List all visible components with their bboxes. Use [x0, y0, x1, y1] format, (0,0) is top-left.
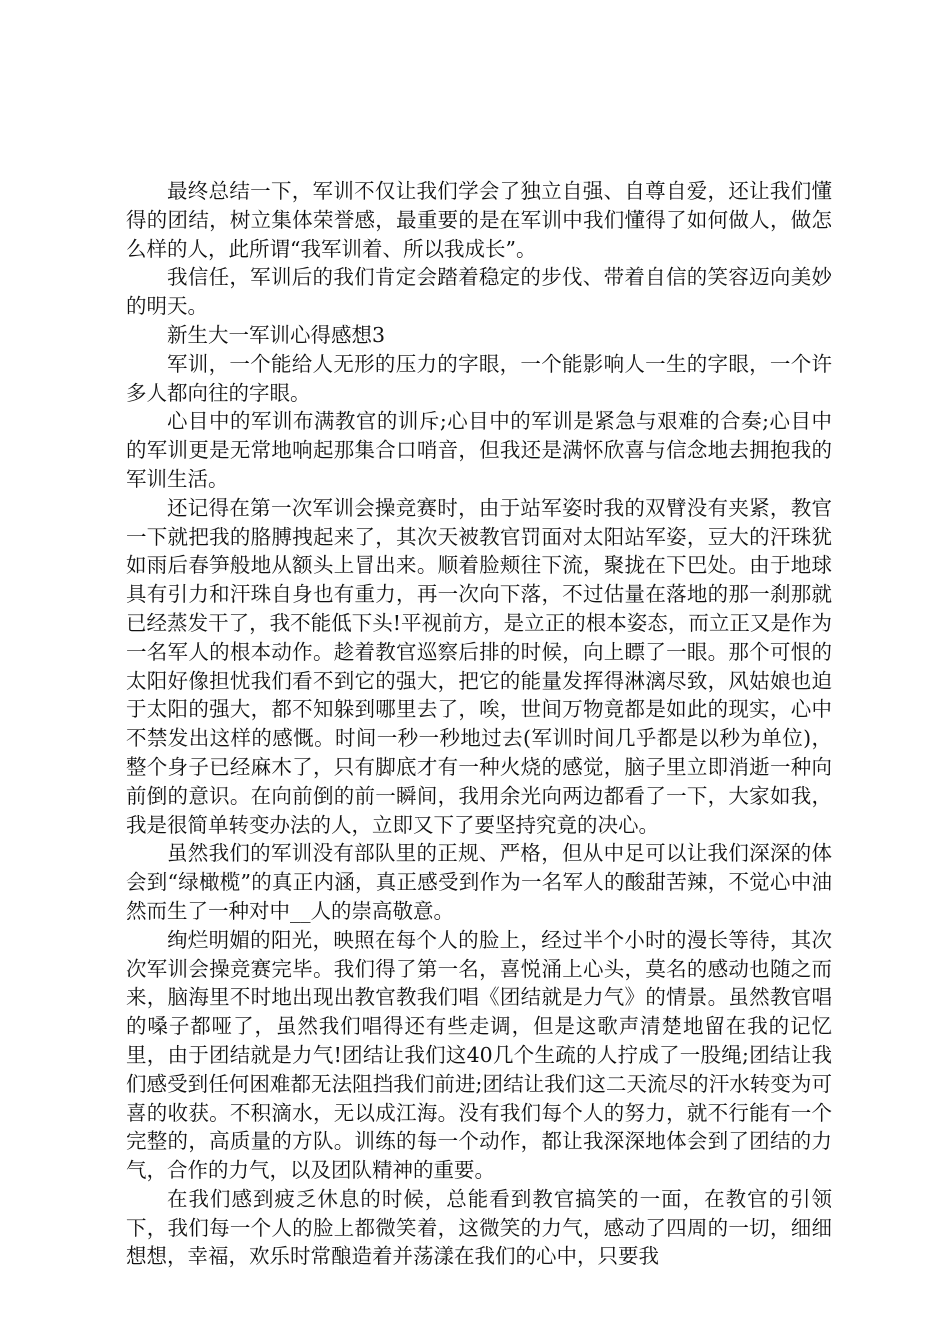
paragraph: 军训，一个能给人无形的压力的字眼，一个能影响人一生的字眼，一个许多人都向往的字眼。: [126, 351, 832, 405]
paragraph: 还记得在第一次军训会操竞赛时，由于站军姿时我的双臂没有夹紧，教官一下就把我的胳膊拽起来了，其次天被教官罚面对太阳站军姿，豆大的汗珠犹如雨后春笋般地从额头上冒出来。顺着脸颊往下流，聚拢在下巴处。由于地球具有引力和汗珠自身也有重力，再一次向下落，不过估量在落地的那一刹那就已经蒸发干了，我不能低下头!平视前方，是立正的根本姿态，而立正又是作为一名军人的根本动作。趁着教官巡察后排的时候，向上瞟了一眼。那个可恨的太阳好像担忧我们看不到它的强大，把它的能量发挥得淋漓尽致，风姑娘也迫于太阳的强大，都不知躲到哪里去了，唉，世间万物竟都是如此的现实，心中不禁发出这样的感慨。时间一秒一秒地过去(军训时间几乎都是以秒为单位)，整个身子已经麻木了，只有脚底才有一种火烧的感觉，脑子里立即消逝一种向前倒的意识。在向前倒的前一瞬间，我用余光向两边都看了一下，大家如我，我是很简单转变办法的人，立即又下了要坚持究竟的决心。: [126, 495, 832, 837]
paragraph: 心目中的军训布满教官的训斥;心目中的军训是紧急与艰难的合奏;心目中的军训更是无常地响起那集合口哨音，但我还是满怀欣喜与信念地去拥抱我的军训生活。: [126, 409, 832, 491]
paragraph: 最终总结一下，军训不仅让我们学会了独立自强、自尊自爱，还让我们懂得的团结，树立集体荣誉感，最重要的是在军训中我们懂得了如何做人，做怎么样的人，此所谓“我军训着、所以我成长”。: [126, 179, 832, 261]
paragraph: 在我们感到疲乏休息的时候，总能看到教官搞笑的一面，在教官的引领下，我们每一个人的脸上都微笑着，这微笑的力气，感动了四周的一切，细细想想，幸福，欢乐时常酿造着并荡漾在我们的心中，只要我: [126, 1186, 832, 1269]
paragraph: 绚烂明媚的阳光，映照在每个人的脸上，经过半个小时的漫长等待，其次次军训会操竞赛完毕。我们得了第一名，喜悦涌上心头，莫名的感动也随之而来，脑海里不时地出现出教官教我们唱《团结就是力气》的情景。虽然教官唱的嗓子都哑了，虽然我们唱得还有些走调，但是这歌声清楚地留在我的记忆里，由于团结就是力气!团结让我们这40几个生疏的人拧成了一股绳;团结让我们感受到任何困难都无法阻挡我们前进;团结让我们这二天流尽的汗水转变为可喜的收获。不积滴水，无以成江海。没有我们每个人的努力，就不行能有一个完整的，高质量的方队。训练的每一个动作，都让我深深地体会到了团结的力气，合作的力气，以及团队精神的重要。: [126, 927, 832, 1183]
section-heading: 新生大一军训心得感想3: [167, 322, 386, 347]
paragraph: 我信任，军训后的我们肯定会踏着稳定的步伐、带着自信的笑容迈向美妙的明天。: [126, 265, 832, 319]
document-body: [126, 177, 832, 1271]
paragraph: 虽然我们的军训没有部队里的正规、严格，但从中足可以让我们深深的体会到“绿橄榄”的真正内涵，真正感受到作为一名军人的酸甜苦辣，不觉心中油然而生了一种对中__人的崇高敬意。: [126, 841, 832, 923]
